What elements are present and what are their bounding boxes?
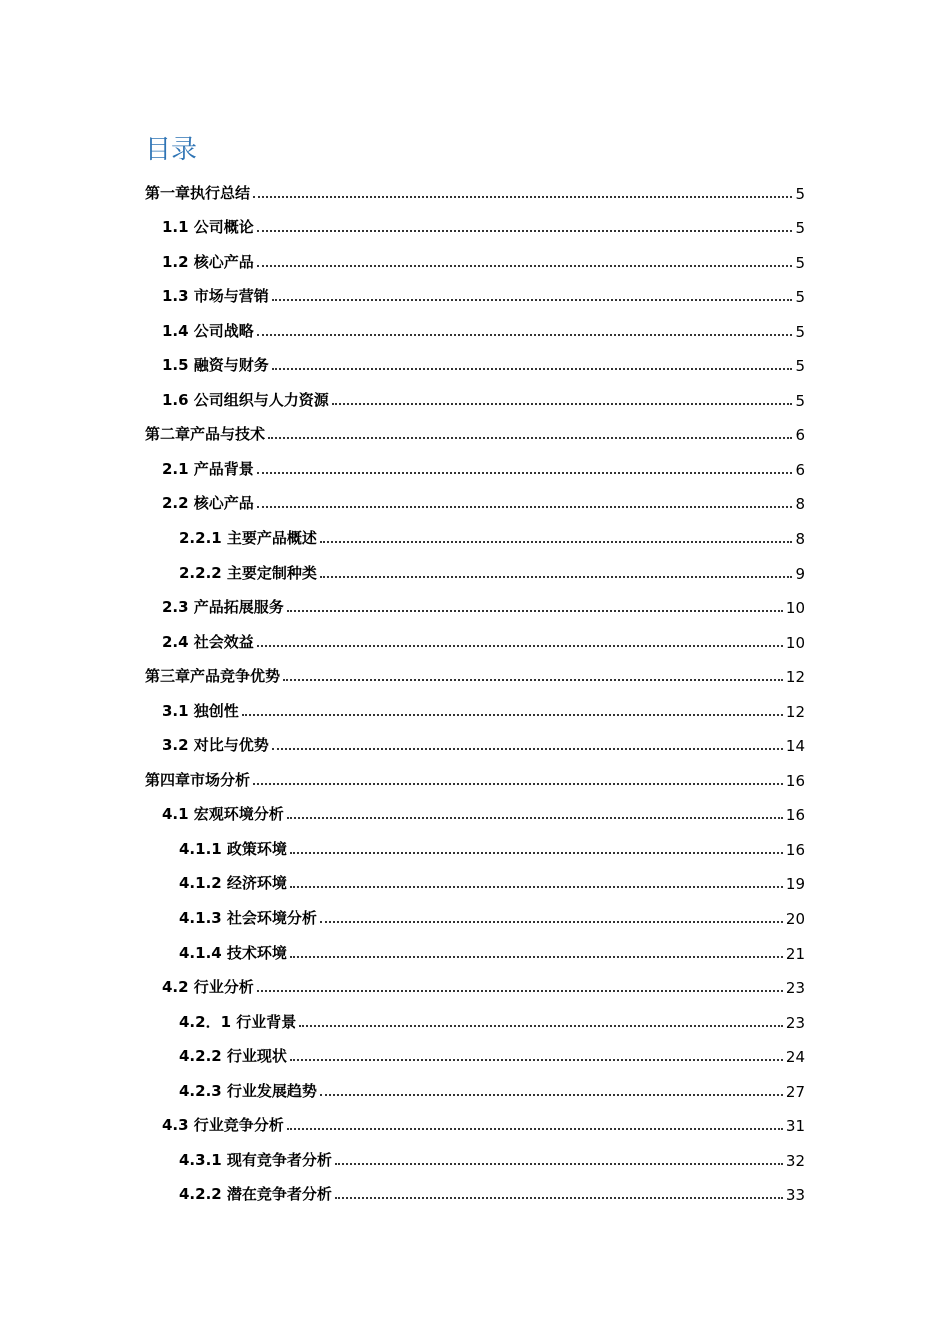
toc-page-number: 8: [795, 530, 805, 549]
toc-entry[interactable]: [145, 1001, 805, 1036]
toc-entry-text: 4.2.2 潜在竞争者分析: [179, 1185, 332, 1204]
toc-entry-text: 第二章产品与技术: [145, 425, 266, 444]
toc-page-number: 27: [785, 1082, 805, 1101]
toc-page-number: 5: [795, 322, 805, 341]
toc-entry-text: 4.2．1 行业背景: [179, 1012, 297, 1031]
toc-dot-leader: [335, 1163, 783, 1165]
toc-entry[interactable]: [145, 794, 805, 829]
toc-entry[interactable]: [145, 863, 805, 898]
toc-page-number: 12: [785, 702, 805, 721]
toc-dot-leader: [257, 265, 793, 267]
toc-dot-leader: [290, 852, 783, 854]
toc-page-number: 19: [785, 875, 805, 894]
toc-dot-leader: [332, 403, 793, 405]
toc-entry[interactable]: [145, 310, 805, 345]
toc-page-number: 31: [785, 1117, 805, 1136]
toc-entry[interactable]: [145, 517, 805, 552]
toc-page-number: 23: [785, 1013, 805, 1032]
toc-entry[interactable]: [145, 1070, 805, 1105]
toc-dot-leader: [257, 334, 793, 336]
toc-entry[interactable]: [145, 759, 805, 794]
toc-entry[interactable]: [145, 587, 805, 622]
toc-entry-text: 4.1.1 政策环境: [179, 839, 287, 858]
toc-entry[interactable]: [145, 1105, 805, 1140]
toc-page-number: 14: [785, 737, 805, 756]
toc-dot-leader: [287, 817, 783, 819]
toc-dot-leader: [287, 610, 783, 612]
toc-entry[interactable]: [145, 552, 805, 587]
toc-entry[interactable]: [145, 483, 805, 518]
toc-page-number: 21: [785, 944, 805, 963]
toc-entry[interactable]: [145, 448, 805, 483]
toc-page-number: 5: [795, 219, 805, 238]
toc-entry-text: 2.4 社会效益: [162, 632, 254, 651]
toc-entry-text: 4.1 宏观环境分析: [162, 805, 284, 824]
toc-page-number: 5: [795, 357, 805, 376]
toc-dot-leader: [272, 299, 793, 301]
toc-entry[interactable]: [145, 725, 805, 760]
toc-entry-text: 1.2 核心产品: [162, 252, 254, 271]
toc-page-number: 23: [785, 979, 805, 998]
toc-dot-leader: [257, 472, 793, 474]
toc-entry-text: 4.1.2 经济环境: [179, 874, 287, 893]
toc-dot-leader: [253, 196, 792, 198]
toc-dot-leader: [290, 1059, 783, 1061]
toc-page-number: 6: [795, 460, 805, 479]
toc-entry-text: 4.2.2 行业现状: [179, 1047, 287, 1066]
toc-dot-leader: [320, 541, 793, 543]
toc-entry[interactable]: [145, 241, 805, 276]
toc-entry-text: 2.1 产品背景: [162, 459, 254, 478]
toc-dot-leader: [290, 956, 783, 958]
toc-page-number: 32: [785, 1151, 805, 1170]
toc-dot-leader: [299, 1025, 783, 1027]
toc-page-number: 12: [785, 668, 805, 687]
toc-entry-text: 1.6 公司组织与人力资源: [162, 390, 329, 409]
toc-entry-text: 第三章产品竞争优势: [145, 667, 281, 686]
toc-page-number: 5: [795, 391, 805, 410]
toc-page-number: 33: [785, 1186, 805, 1205]
toc-entry-text: 2.2 核心产品: [162, 494, 254, 513]
toc-page-number: 6: [795, 426, 805, 445]
toc-list: [145, 172, 805, 1208]
toc-entry[interactable]: [145, 828, 805, 863]
toc-page-number: 10: [785, 599, 805, 618]
toc-entry[interactable]: [145, 414, 805, 449]
toc-entry-text: 1.5 融资与财务: [162, 356, 269, 375]
toc-dot-leader: [257, 506, 793, 508]
toc-title: 目录: [145, 135, 198, 165]
toc-dot-leader: [242, 714, 783, 716]
toc-entry[interactable]: [145, 690, 805, 725]
toc-entry-text: 2.2.2 主要定制种类: [179, 563, 317, 582]
toc-entry-text: 4.1.3 社会环境分析: [179, 909, 317, 928]
toc-page-number: 16: [785, 771, 805, 790]
toc-entry-text: 4.1.4 技术环境: [179, 943, 287, 962]
toc-entry[interactable]: [145, 1036, 805, 1071]
toc-entry[interactable]: [145, 172, 805, 207]
toc-entry[interactable]: [145, 621, 805, 656]
toc-entry[interactable]: [145, 1174, 805, 1209]
toc-entry-text: 1.1 公司概论: [162, 218, 254, 237]
toc-entry-text: 4.2 行业分析: [162, 978, 254, 997]
toc-dot-leader: [283, 679, 783, 681]
toc-page-number: 8: [795, 495, 805, 514]
toc-entry-text: 3.1 独创性: [162, 701, 239, 720]
toc-entry-text: 4.2.3 行业发展趋势: [179, 1081, 317, 1100]
toc-entry[interactable]: [145, 897, 805, 932]
toc-entry[interactable]: [145, 379, 805, 414]
toc-entry[interactable]: [145, 207, 805, 242]
toc-page-number: 16: [785, 840, 805, 859]
toc-entry[interactable]: [145, 345, 805, 380]
toc-dot-leader: [320, 576, 793, 578]
toc-entry[interactable]: [145, 656, 805, 691]
toc-page-number: 5: [795, 288, 805, 307]
toc-entry-text: 2.2.1 主要产品概述: [179, 529, 317, 548]
toc-entry-text: 第一章执行总结: [145, 183, 251, 202]
toc-dot-leader: [320, 921, 783, 923]
toc-dot-leader: [287, 1128, 783, 1130]
toc-dot-leader: [272, 748, 783, 750]
toc-entry-text: 1.4 公司战略: [162, 321, 254, 340]
toc-entry-text: 4.3 行业竞争分析: [162, 1116, 284, 1135]
toc-entry[interactable]: [145, 967, 805, 1002]
toc-page-number: 5: [795, 184, 805, 203]
toc-entry[interactable]: [145, 932, 805, 967]
toc-dot-leader: [335, 1197, 783, 1199]
toc-dot-leader: [320, 1094, 783, 1096]
toc-dot-leader: [257, 645, 783, 647]
toc-entry[interactable]: [145, 276, 805, 311]
toc-dot-leader: [272, 368, 793, 370]
toc-dot-leader: [257, 990, 783, 992]
toc-page-number: 16: [785, 806, 805, 825]
toc-dot-leader: [257, 230, 793, 232]
toc-dot-leader: [290, 886, 783, 888]
toc-page-number: 10: [785, 633, 805, 652]
toc-page-number: 20: [785, 910, 805, 929]
toc-entry-text: 1.3 市场与营销: [162, 287, 269, 306]
toc-dot-leader: [253, 783, 783, 785]
toc-page-number: 24: [785, 1048, 805, 1067]
toc-dot-leader: [268, 437, 792, 439]
toc-entry-text: 3.2 对比与优势: [162, 736, 269, 755]
toc-entry[interactable]: [145, 1139, 805, 1174]
toc-entry-text: 2.3 产品拓展服务: [162, 598, 284, 617]
toc-entry-text: 4.3.1 现有竞争者分析: [179, 1150, 332, 1169]
toc-entry-text: 第四章市场分析: [145, 770, 251, 789]
toc-page-number: 5: [795, 253, 805, 272]
toc-page-number: 9: [795, 564, 805, 583]
